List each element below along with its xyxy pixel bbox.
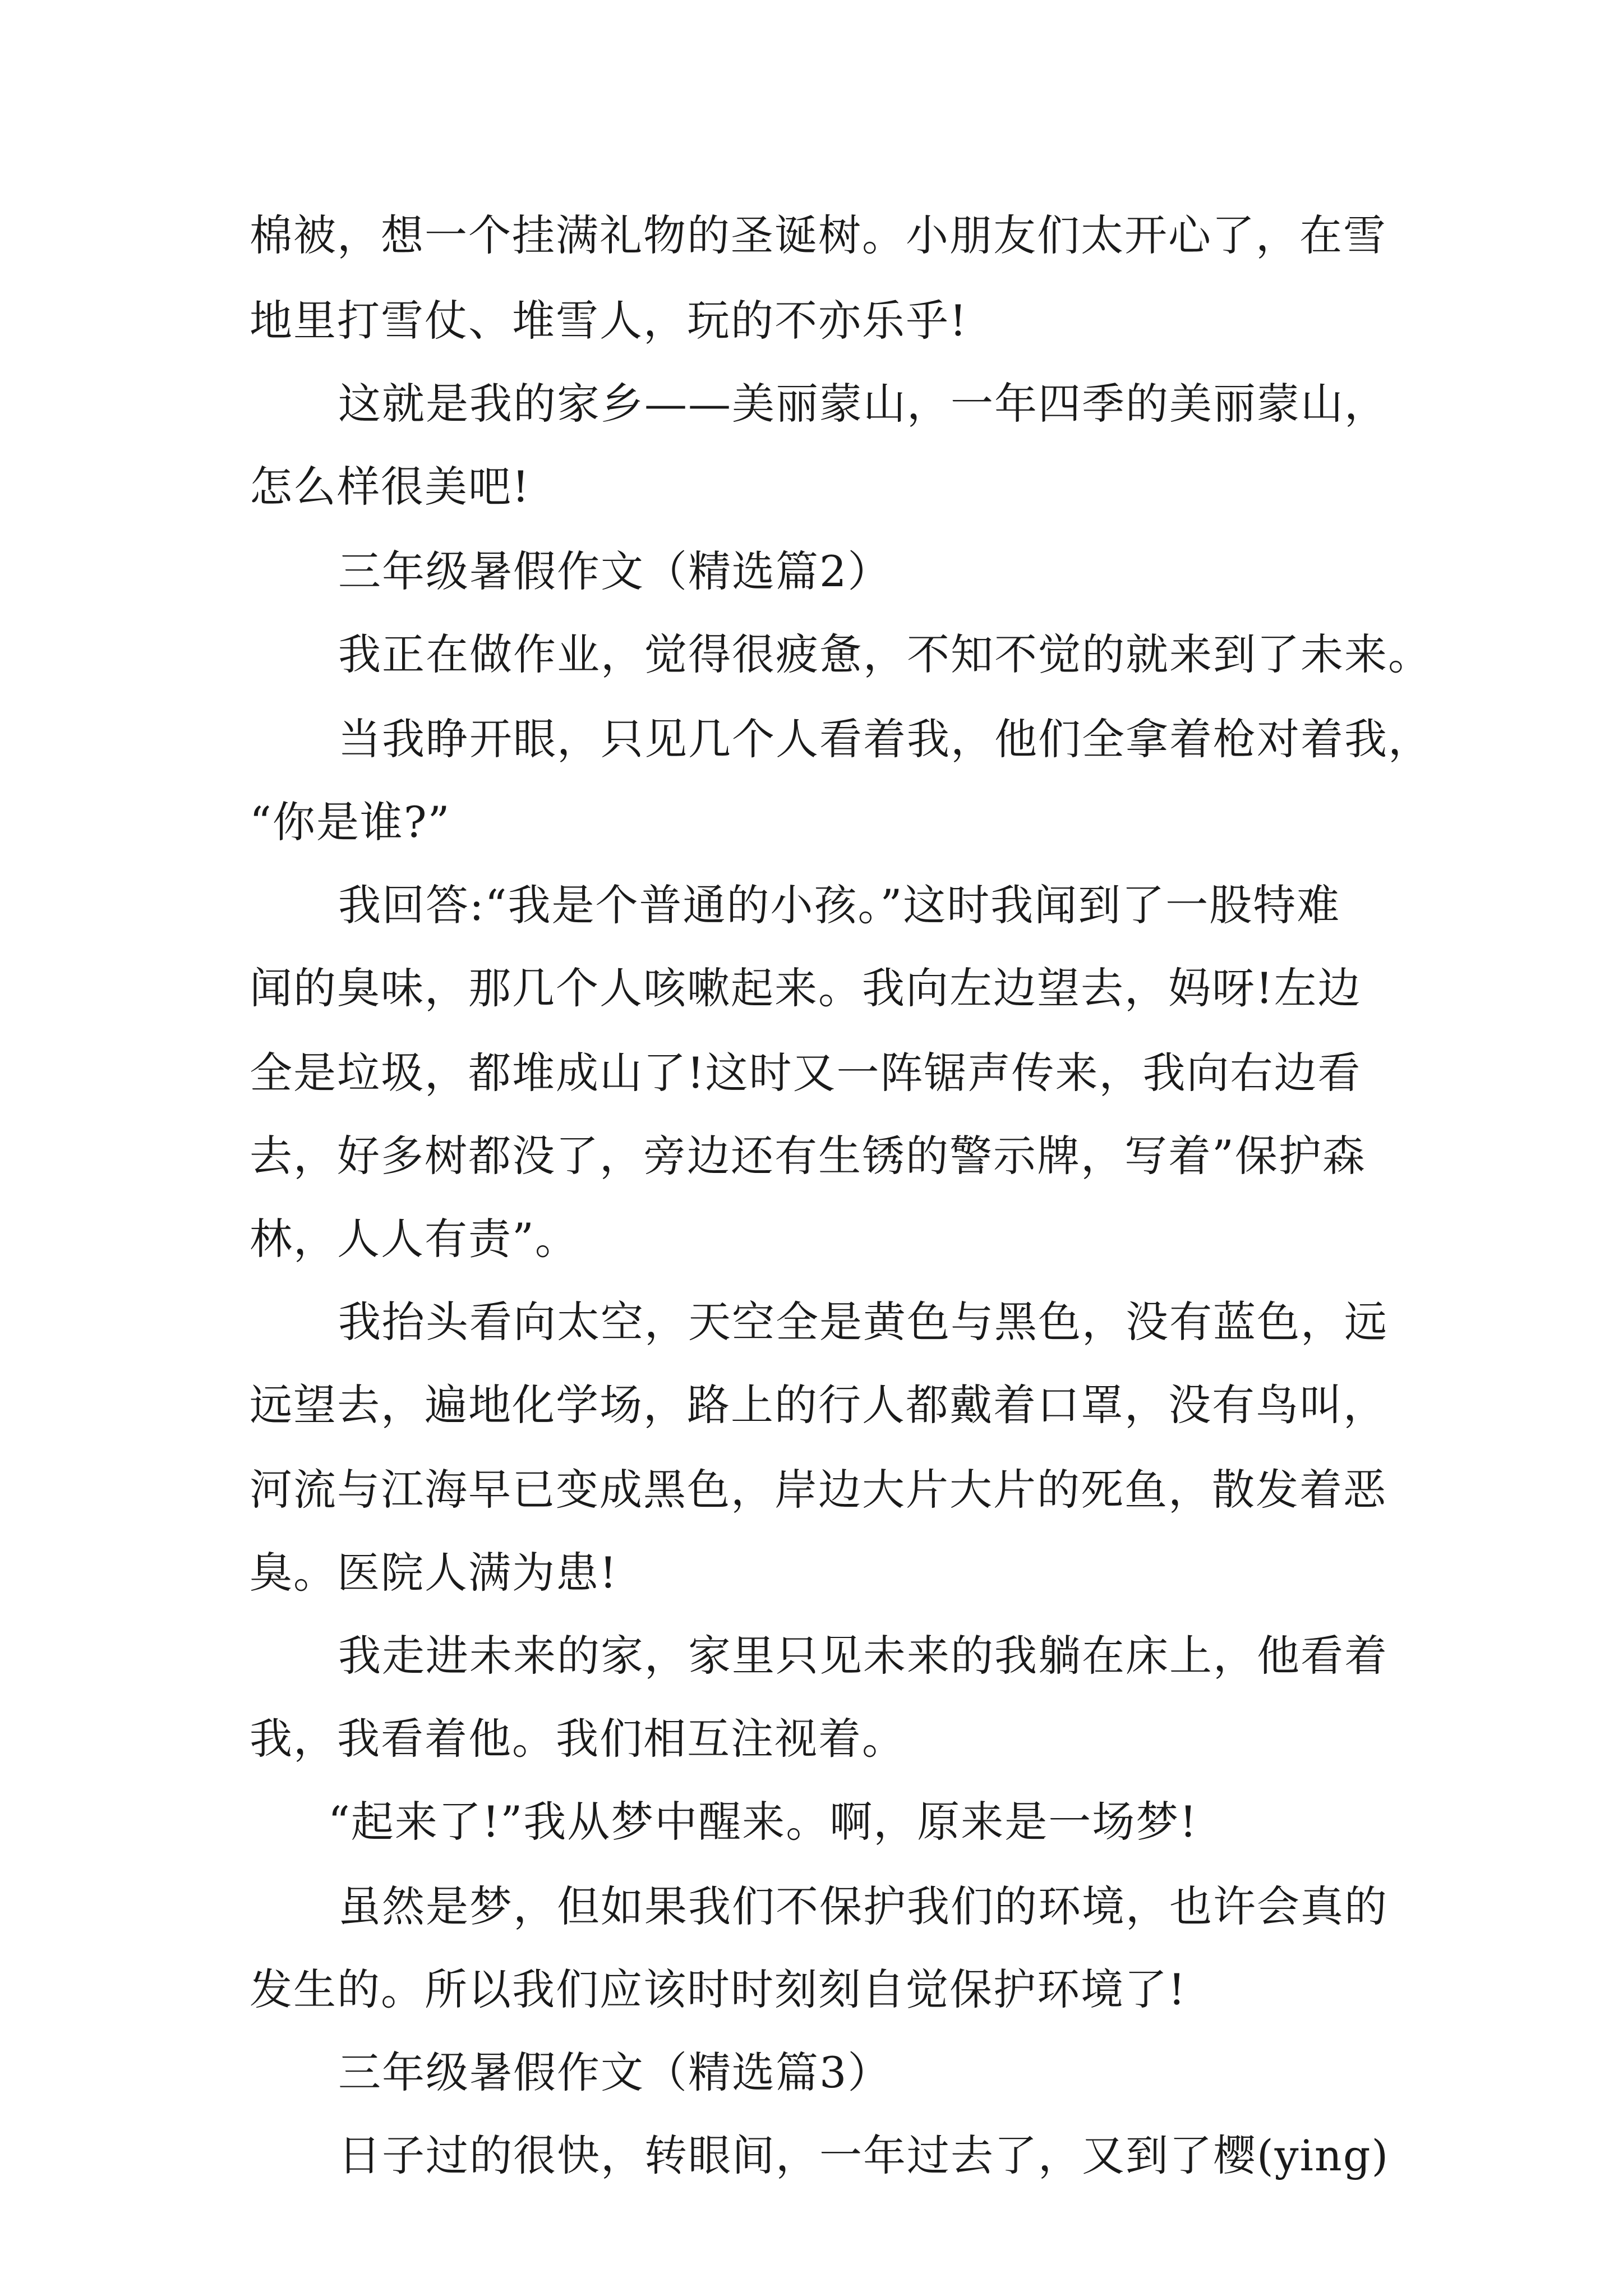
text-line: 闻的臭味，那几个人咳嗽起来。我向左边望去，妈呀!左边	[250, 963, 1362, 1013]
text-line: 臭。医院人满为患!	[250, 1548, 618, 1598]
text-line: 怎么样很美吧!	[250, 462, 531, 512]
text-line: 我，我看着他。我们相互注视着。	[250, 1714, 906, 1764]
text-line: “你是谁?”	[250, 797, 451, 847]
text-line: 河流与江海早已变成黑色，岸边大片大片的死鱼，散发着恶	[250, 1465, 1387, 1515]
text-line: 远望去，遍地化学场，路上的行人都戴着口罩，没有鸟叫，	[250, 1380, 1387, 1430]
text-line: “起来了!”我从梦中醒来。啊，原来是一场梦!	[328, 1797, 1198, 1847]
text-line: 去，好多树都没了，旁边还有生锈的警示牌，写着”保护森	[250, 1131, 1366, 1181]
text-line: 我走进未来的家，家里只见未来的我躺在床上，他看着	[338, 1631, 1388, 1681]
text-line: 全是垃圾，都堆成山了!这时又一阵锯声传来，我向右边看	[250, 1048, 1362, 1098]
text-line: 我抬头看向太空，天空全是黄色与黑色，没有蓝色，远	[338, 1297, 1388, 1347]
text-line: 我正在做作业，觉得很疲惫，不知不觉的就来到了未来。	[338, 629, 1432, 679]
text-line: 我回答:“我是个普通的小孩。”这时我闻到了一股特难	[338, 880, 1341, 930]
text-line: 日子过的很快，转眼间，一年过去了，又到了樱(ying)	[338, 2131, 1390, 2180]
text-line: 地里打雪仗、堆雪人，玩的不亦乐乎!	[250, 296, 968, 346]
text-line: 林，人人有责”。	[250, 1214, 579, 1264]
text-line: 当我睁开眼，只见几个人看着我，他们全拿着枪对着我，	[338, 714, 1432, 764]
section-heading: 三年级暑假作文（精选篇3）	[338, 2047, 892, 2097]
text-line: 虽然是梦，但如果我们不保护我们的环境，也许会真的	[338, 1881, 1388, 1931]
text-line: 棉被，想一个挂满礼物的圣诞树。小朋友们太开心了，在雪	[250, 210, 1387, 260]
text-line: 发生的。所以我们应该时时刻刻自觉保护环境了!	[250, 1964, 1187, 2014]
text-line: 这就是我的家乡——美丽蒙山，一年四季的美丽蒙山，	[338, 379, 1388, 429]
section-heading: 三年级暑假作文（精选篇2）	[338, 546, 892, 596]
